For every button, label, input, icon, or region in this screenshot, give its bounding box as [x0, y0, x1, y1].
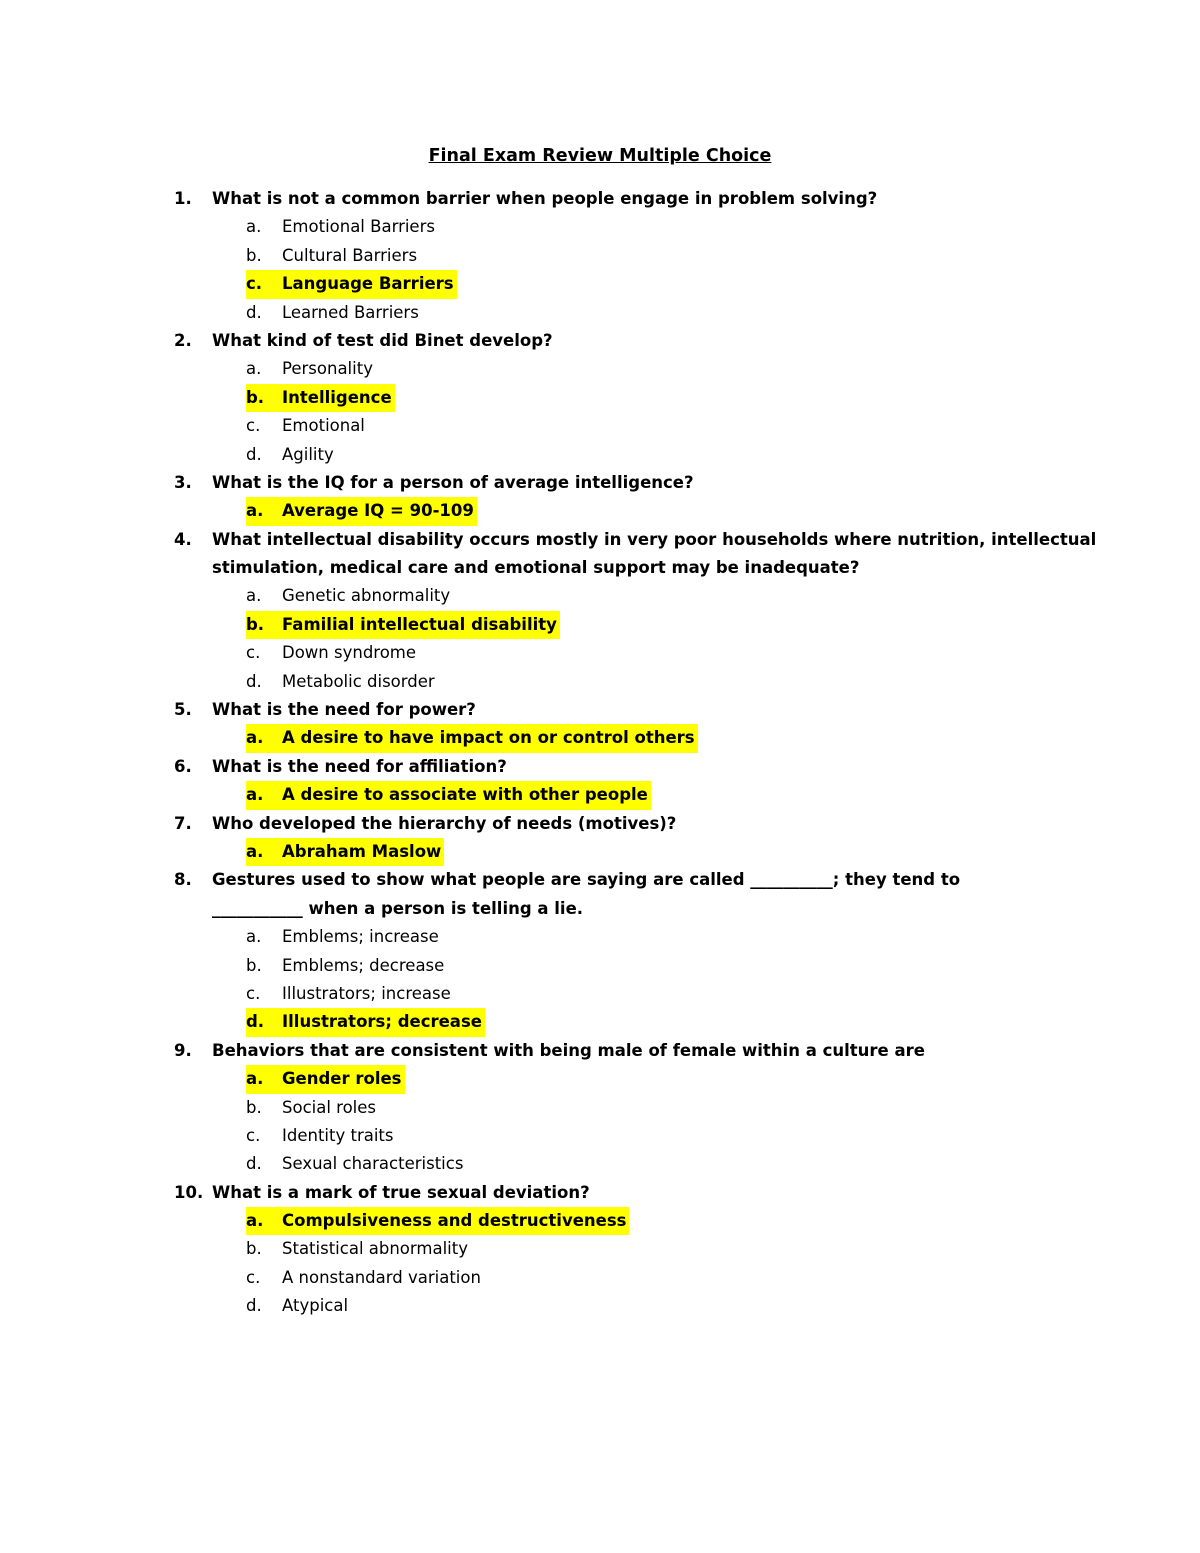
question-8	[0, 866, 1200, 894]
option-4c	[0, 639, 1200, 667]
option-2a	[0, 355, 1200, 383]
option-2c	[0, 412, 1200, 440]
option-letter: a.	[246, 586, 262, 606]
question-7	[0, 810, 1200, 838]
option-letter: d.	[246, 302, 262, 322]
option-letter: a.	[246, 728, 264, 748]
question-text: What intellectual disability occurs mostly in very poor households where nutrition, intellectual	[212, 529, 1097, 549]
option-letter: b.	[246, 1097, 262, 1117]
option-text: Emotional	[282, 416, 365, 436]
question-list	[0, 185, 1200, 1321]
option-9d	[0, 1150, 1200, 1178]
answer-highlight	[246, 1207, 629, 1235]
option-letter: b.	[246, 1239, 262, 1259]
question-text: Who developed the hierarchy of needs (motives)?	[212, 813, 677, 833]
option-10b	[0, 1235, 1200, 1263]
question-number: 6.	[174, 756, 192, 776]
question-text: What is the need for affiliation?	[212, 756, 507, 776]
question-number: 9.	[174, 1040, 192, 1060]
question-8-continued	[0, 895, 1200, 923]
option-text: Familial intellectual disability	[282, 614, 557, 634]
answer-highlight	[246, 270, 457, 298]
option-text: Emblems; increase	[282, 927, 439, 947]
option-text: Social roles	[282, 1097, 377, 1117]
question-4	[0, 526, 1200, 554]
option-9a-answer	[0, 1065, 1200, 1093]
option-5a-answer	[0, 724, 1200, 752]
option-text: Illustrators; increase	[282, 983, 451, 1003]
option-text: Gender roles	[282, 1069, 402, 1089]
question-text: What is the IQ for a person of average intelligence?	[212, 472, 694, 492]
option-letter: a.	[246, 927, 262, 947]
option-letter: b.	[246, 955, 262, 975]
question-10	[0, 1179, 1200, 1207]
option-letter: b.	[246, 387, 265, 407]
option-letter: a.	[246, 1211, 264, 1231]
option-letter: b.	[246, 245, 262, 265]
option-text: Agility	[282, 444, 334, 464]
question-5	[0, 696, 1200, 724]
option-text: A nonstandard variation	[282, 1267, 481, 1287]
question-text-continued: ___________ when a person is telling a lie.	[212, 898, 584, 918]
option-letter: a.	[246, 1069, 264, 1089]
option-1c-answer	[0, 270, 1200, 298]
answer-highlight	[246, 724, 698, 752]
question-number: 1.	[174, 189, 192, 208]
option-letter: d.	[246, 1296, 262, 1316]
question-text: What is the need for power?	[212, 700, 476, 720]
option-letter: c.	[246, 416, 261, 436]
question-text: What is not a common barrier when people engage in problem solving?	[212, 189, 878, 208]
option-9b	[0, 1094, 1200, 1122]
option-text: Average IQ = 90-109	[282, 501, 474, 521]
question-9	[0, 1037, 1200, 1065]
option-letter: a.	[246, 501, 264, 521]
option-letter: a.	[246, 841, 264, 861]
question-number: 2.	[174, 330, 192, 350]
answer-highlight	[246, 1065, 405, 1093]
question-number: 5.	[174, 700, 192, 720]
option-letter: a.	[246, 217, 262, 237]
option-letter: d.	[246, 444, 262, 464]
option-10c	[0, 1264, 1200, 1292]
option-1b	[0, 242, 1200, 270]
option-text: Language Barriers	[282, 274, 454, 294]
option-text: Statistical abnormality	[282, 1239, 468, 1259]
option-text: Learned Barriers	[282, 302, 419, 322]
option-4a	[0, 582, 1200, 610]
option-text: Down syndrome	[282, 643, 417, 663]
answer-highlight	[246, 781, 651, 809]
question-1	[0, 185, 1200, 213]
option-text: Intelligence	[282, 387, 392, 407]
question-number: 7.	[174, 813, 192, 833]
option-10d	[0, 1292, 1200, 1320]
question-text: What kind of test did Binet develop?	[212, 330, 553, 350]
option-letter: c.	[246, 274, 263, 294]
option-text: Emblems; decrease	[282, 955, 445, 975]
answer-highlight	[246, 1008, 485, 1036]
question-text: What is a mark of true sexual deviation?	[212, 1182, 590, 1202]
option-7a-answer	[0, 838, 1200, 866]
option-letter: d.	[246, 1154, 262, 1174]
option-1a	[0, 213, 1200, 241]
answer-highlight	[246, 497, 477, 525]
option-6a-answer	[0, 781, 1200, 809]
option-letter: c.	[246, 643, 261, 663]
option-text: A desire to associate with other people	[282, 785, 648, 805]
question-text: Gestures used to show what people are saying are called __________; they tend to	[212, 870, 961, 890]
option-2d	[0, 441, 1200, 469]
option-8d-answer	[0, 1008, 1200, 1036]
option-letter: d.	[246, 671, 262, 691]
option-text: A desire to have impact on or control others	[282, 728, 695, 748]
option-letter: a.	[246, 785, 264, 805]
option-letter: c.	[246, 983, 261, 1003]
option-9c	[0, 1122, 1200, 1150]
question-number: 10.	[174, 1182, 204, 1202]
question-text-continued: stimulation, medical care and emotional support may be inadequate?	[212, 558, 860, 578]
option-8b	[0, 952, 1200, 980]
option-4b-answer	[0, 611, 1200, 639]
question-number: 3.	[174, 472, 192, 492]
option-4d	[0, 668, 1200, 696]
question-3	[0, 469, 1200, 497]
option-text: Compulsiveness and destructiveness	[282, 1211, 627, 1231]
answer-highlight	[246, 384, 395, 412]
question-number: 4.	[174, 529, 192, 549]
option-text: Genetic abnormality	[282, 586, 451, 606]
option-text: Metabolic disorder	[282, 671, 435, 691]
question-number: 8.	[174, 870, 192, 890]
answer-highlight	[246, 838, 444, 866]
option-letter: c.	[246, 1267, 261, 1287]
option-text: Abraham Maslow	[282, 841, 442, 861]
option-1d	[0, 299, 1200, 327]
option-letter: b.	[246, 614, 265, 634]
option-8a	[0, 923, 1200, 951]
question-2	[0, 327, 1200, 355]
option-letter: d.	[246, 1012, 265, 1032]
option-letter: a.	[246, 359, 262, 379]
option-3a-answer	[0, 497, 1200, 525]
option-text: Atypical	[282, 1296, 349, 1316]
option-letter: c.	[246, 1125, 261, 1145]
question-6	[0, 753, 1200, 781]
answer-highlight	[246, 611, 560, 639]
option-text: Sexual characteristics	[282, 1154, 464, 1174]
question-text: Behaviors that are consistent with being male of female within a culture are	[212, 1040, 925, 1060]
document-title: Final Exam Review Multiple Choice	[428, 146, 772, 166]
option-text: Personality	[282, 359, 373, 379]
option-text: Emotional Barriers	[282, 217, 435, 237]
option-8c	[0, 980, 1200, 1008]
option-text: Identity traits	[282, 1125, 394, 1145]
option-2b-answer	[0, 384, 1200, 412]
option-text: Illustrators; decrease	[282, 1012, 482, 1032]
option-10a-answer	[0, 1207, 1200, 1235]
option-text: Cultural Barriers	[282, 245, 418, 265]
question-4-continued	[0, 554, 1200, 582]
